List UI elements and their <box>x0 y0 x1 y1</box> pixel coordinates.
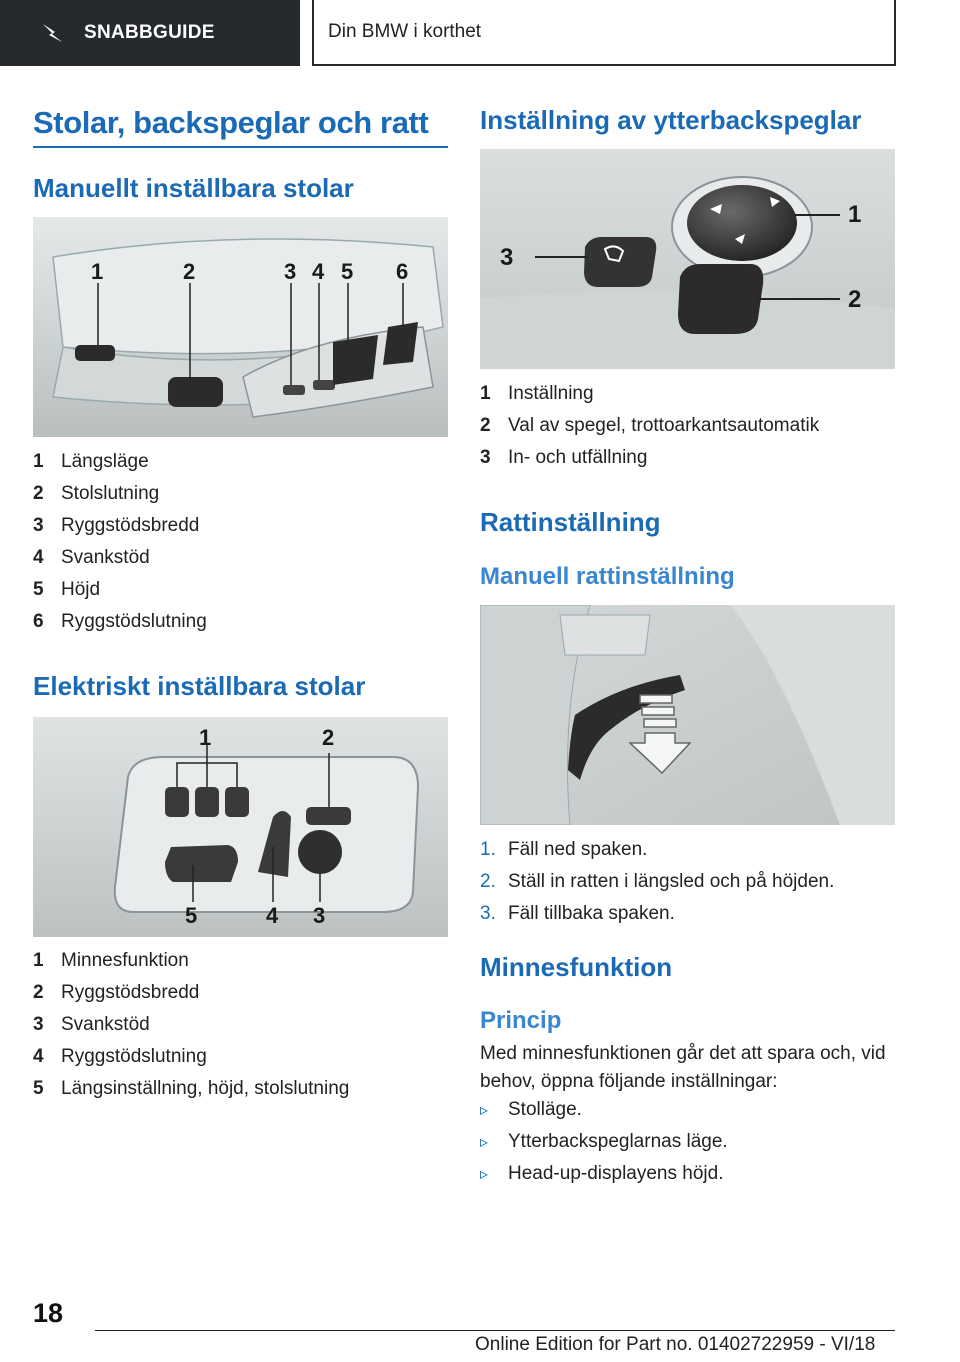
figure-label: 2 <box>183 259 196 284</box>
mirrors-heading: Inställning av ytterbackspeglar <box>480 105 862 135</box>
chapter-tab[interactable] <box>312 0 896 66</box>
list-item <box>480 1094 728 1126</box>
step-number: 2. <box>480 871 496 892</box>
item-number: 2 <box>33 483 44 504</box>
list-item <box>480 866 834 898</box>
memory-subheading: Princip <box>480 1007 562 1034</box>
figure-label: 5 <box>185 903 198 928</box>
mirrors-legend <box>480 378 819 474</box>
list-item <box>33 446 207 478</box>
list-item <box>480 1126 728 1158</box>
figure-label: 3 <box>500 244 514 271</box>
manual-seats-heading: Manuellt inställbara stolar <box>33 173 354 203</box>
bullet-icon: ▹ <box>480 1166 489 1183</box>
electric-seats-legend <box>33 945 349 1105</box>
electric-seats-heading: Elektriskt inställbara stolar <box>33 671 366 701</box>
page-number: 18 <box>33 1298 64 1328</box>
figure-label: 3 <box>313 903 326 928</box>
chapter-tab-label: Din BMW i korthet <box>328 21 482 42</box>
step-text: Ställ in ratten i längsled och på höjden. <box>508 871 835 892</box>
list-item <box>33 977 349 1009</box>
item-text: Ryggstödslutning <box>61 1046 207 1067</box>
figure-label: 2 <box>322 725 335 750</box>
item-text: In- och utfällning <box>508 447 648 468</box>
list-item <box>480 442 819 474</box>
steering-steps <box>480 834 834 930</box>
flash-icon <box>40 20 66 46</box>
bullet-icon: ▹ <box>480 1134 489 1151</box>
page-header <box>0 0 960 66</box>
bullet-icon: ▹ <box>480 1102 489 1119</box>
figure-label: 1 <box>91 259 104 284</box>
item-number: 1 <box>33 950 44 971</box>
item-number: 2 <box>33 982 44 1003</box>
steering-heading: Rattinställning <box>480 507 661 537</box>
item-text: Ryggstödsbredd <box>61 515 200 536</box>
item-number: 1 <box>480 383 491 404</box>
item-text: Svankstöd <box>61 1014 150 1035</box>
list-item <box>33 606 207 638</box>
item-number: 3 <box>480 447 491 468</box>
figure-label: 4 <box>266 903 279 928</box>
mirror-figure <box>480 149 895 369</box>
bullet-text: Head-up-displayens höjd. <box>508 1163 724 1184</box>
item-number: 1 <box>33 451 44 472</box>
figure-label: 1 <box>848 201 862 228</box>
step-text: Fäll tillbaka spaken. <box>508 903 675 924</box>
memory-paragraph: Med minnesfunktionen går det att spara och, vid behov, öppna följande inställningar: <box>480 1043 886 1092</box>
figure-label: 6 <box>396 259 409 284</box>
bullet-text: Ytterbackspeglarnas läge. <box>508 1131 728 1152</box>
figure-label: 5 <box>341 259 354 284</box>
memory-bullets <box>480 1094 728 1190</box>
list-item <box>33 1009 349 1041</box>
item-text: Minnesfunktion <box>61 950 189 971</box>
item-text: Inställning <box>508 383 594 404</box>
item-number: 3 <box>33 515 44 536</box>
item-text: Ryggstödsbredd <box>61 982 200 1003</box>
section-tab[interactable] <box>0 0 300 66</box>
figure-label: 4 <box>312 259 325 284</box>
figure-label: 2 <box>848 286 862 313</box>
list-item <box>33 945 349 977</box>
item-number: 4 <box>33 1046 44 1067</box>
item-text: Stolslutning <box>61 483 160 504</box>
item-number: 5 <box>33 1078 44 1099</box>
list-item <box>33 510 207 542</box>
list-item <box>33 1073 349 1105</box>
item-text: Svankstöd <box>61 547 150 568</box>
memory-heading: Minnesfunktion <box>480 952 673 982</box>
list-item <box>480 410 819 442</box>
item-number: 6 <box>33 611 44 632</box>
list-item <box>33 1041 349 1073</box>
footer-edition: Online Edition for Part no. 01402722959 - VI/18 <box>475 1334 876 1355</box>
item-number: 2 <box>480 415 491 436</box>
step-number: 1. <box>480 839 496 860</box>
item-text: Val av spegel, trottoarkantsautomatik <box>508 415 820 436</box>
figure-label: 1 <box>199 725 212 750</box>
step-number: 3. <box>480 903 496 924</box>
steering-figure <box>480 605 895 825</box>
item-number: 3 <box>33 1014 44 1035</box>
page-title: Stolar, backspeglar och ratt <box>33 105 429 140</box>
list-item <box>33 542 207 574</box>
item-text: Längsinställning, höjd, stolslutning <box>61 1078 350 1099</box>
list-item <box>480 834 834 866</box>
bullet-text: Stolläge. <box>508 1099 582 1120</box>
footer-rule <box>95 1330 895 1331</box>
item-text: Längsläge <box>61 451 149 472</box>
step-text: Fäll ned spaken. <box>508 839 648 860</box>
manual-seats-legend <box>33 446 207 638</box>
item-text: Ryggstödslutning <box>61 611 207 632</box>
item-number: 5 <box>33 579 44 600</box>
list-item <box>480 898 834 930</box>
manual-seat-figure <box>33 217 448 437</box>
list-item <box>480 378 819 410</box>
item-number: 4 <box>33 547 44 568</box>
steering-subheading: Manuell rattinställning <box>480 563 735 590</box>
title-rule <box>33 146 448 148</box>
section-tab-label: SNABBGUIDE <box>84 22 215 43</box>
figure-label: 3 <box>284 259 297 284</box>
list-item <box>33 478 207 510</box>
electric-seat-figure <box>33 717 448 937</box>
list-item <box>480 1158 728 1190</box>
list-item <box>33 574 207 606</box>
item-text: Höjd <box>61 579 101 600</box>
